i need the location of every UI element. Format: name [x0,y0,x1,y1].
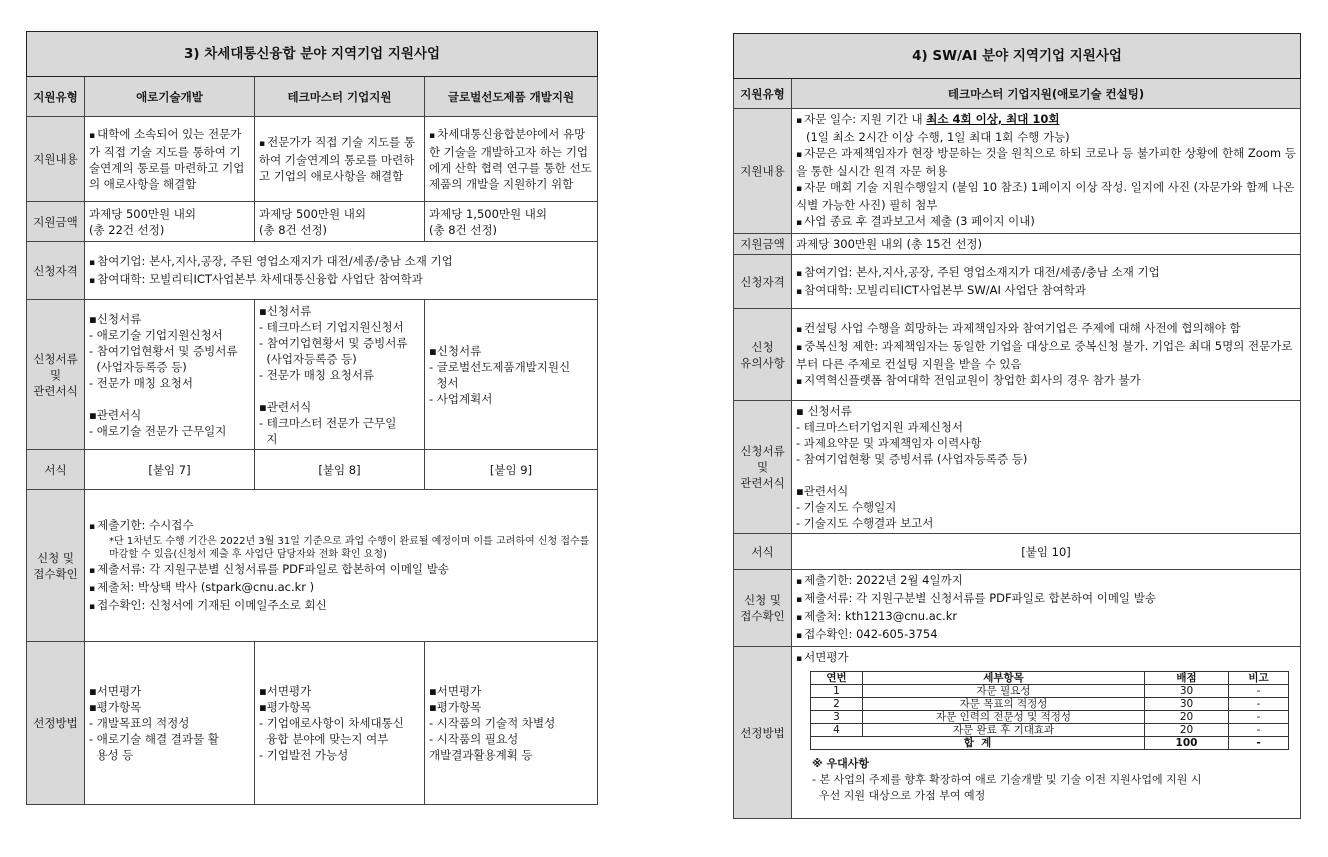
caution-item: 중복신청 제한: 과제책임자는 동일한 기업을 대상으로 중복신청 불가. 기업은 최대 5명의 전문가로부터 다른 주제로 컨설팅 지원을 받을 수 있음 [796,338,1293,371]
submission-item: 제출서류: 각 지원구분별 신청서류를 PDF파일로 합본하여 이메일 발송 [97,561,449,576]
header-techmaster-consulting: 테크마스터 기업지원(애로기술 컨설팅) [792,79,1301,109]
preference-note: - 본 사업의 주제를 향후 확장하여 애로 기술개발 및 기술 이전 지원사업에 지원 시 우선 지원 대상으로 가점 부여 예정 [812,773,1202,802]
table-total-row [811,737,1289,750]
submission-deadline: 제출기한: 수시접수 [97,517,194,532]
eval-total-label: 합 계 [811,737,1145,750]
label-selection: 선정방법 [734,647,792,819]
header-bottleneck-tech: 애로기술개발 [85,77,255,117]
label-qualification: 신청자격 [734,255,792,309]
eval-header-note: 비고 [1229,672,1289,685]
table-row [811,724,1289,737]
eval-no: 2 [811,698,863,711]
eval-note: - [1229,724,1289,737]
content-line2: 자문은 과제책임자가 현장 방문하는 것을 원칙으로 하되 코로나 등 불가피한 상황에 한해 Zoom 등을 통한 실시간 원격 자문 허용 [796,146,1296,178]
selection-intro: 서면평가 [804,650,849,664]
submission-cell [792,570,1301,647]
submission-item: 제출기한: 2022년 2월 4일까지 [804,573,963,587]
content-line1-prefix: 자문 일수: 지원 기간 내 [804,112,927,126]
eval-no: 4 [811,724,863,737]
selection-cell [792,647,1301,819]
content-text: 차세대통신융합분야에서 유망한 기술을 개발하고자 하는 기업에게 산학 협력 연구를 통한 선도제품의 개발을 지원하기 위함 [429,127,592,191]
submission-item: 접수확인: 042-605-3754 [804,627,938,641]
header-support-type: 지원유형 [27,77,85,117]
submission-item: 제출처: kth1213@cnu.ac.kr [804,609,958,623]
eval-total-score: 100 [1145,737,1229,750]
selection-cell: ▪서면평가 ▪평가항목 - 시작품의 기술적 차별성 - 시작품의 필요성 개발결과활용계획 등 [425,642,598,805]
table-row [811,685,1289,698]
qualification-item: 참여기업: 본사,지사,공장, 주된 영업소재지가 대전/세종/충남 소재 기업 [804,264,1160,279]
label-content: 지원내용 [27,117,85,202]
label-qualification: 신청자격 [27,242,85,300]
evaluation-table [810,671,1289,750]
submission-cell [85,490,598,642]
header-global-product: 글로벌선도제품 개발지원 [425,77,598,117]
content-line1-sub: (1일 최소 2시간 이상 수행, 1일 최대 1회 수행 가능) [806,130,1070,144]
right-table-title: 4) SW/AI 분야 지역기업 지원사업 [734,34,1301,79]
submission-item: 제출처: 박상택 박사 (stpark@cnu.ac.kr ) [97,579,315,594]
form-ref: [붙임 8] [255,450,425,490]
qualification-item: 참여기업: 본사,지사,공장, 주된 영업소재지가 대전/세종/충남 소재 기업 [97,253,453,268]
label-amount: 지원금액 [734,234,792,255]
eval-score: 20 [1145,711,1229,724]
qualification-cell [85,242,598,300]
preference-title: ※ 우대사항 [812,757,870,770]
amount-cell: 과제당 1,500만원 내외 (총 8건 선정) [425,202,598,242]
amount-cell: 과제당 300만원 내외 (총 15건 선정) [792,234,1301,255]
eval-item: 자문 인력의 전문성 및 적정성 [863,711,1145,724]
content-text: 대학에 소속되어 있는 전문가가 직접 기술 지도를 통하여 기술연계의 통로를 마련하고 기업의 애로사항을 해결함 [89,127,245,191]
amount-cell: 과제당 500만원 내외 (총 22건 선정) [85,202,255,242]
documents-cell: ▪신청서류 - 애로기술 기업지원신청서 - 참여기업현황서 및 증빙서류 (사업자등록증 등) - 전문가 매칭 요청서 ▪관련서식 - 애로기술 전문가 근무일지 [85,300,255,450]
caution-item: 컨설팅 사업 수행을 희망하는 과제책임자와 참여기업은 주제에 대해 사전에 협의해야 함 [804,320,1241,335]
content-line4: 사업 종료 후 결과보고서 제출 (3 페이지 이내) [804,214,1035,228]
table-row [811,711,1289,724]
eval-score: 30 [1145,685,1229,698]
label-amount: 지원금액 [27,202,85,242]
submission-item: 제출서류: 각 지원구분별 신청서류를 PDF파일로 합본하여 이메일 발송 [804,591,1156,605]
header-techmaster: 테크마스터 기업지원 [255,77,425,117]
label-documents: 신청서류 및 관련서식 [27,300,85,450]
eval-item: 자문 목표의 적정성 [863,698,1145,711]
documents-cell: ▪신청서류 - 테크마스터 기업지원신청서 - 참여기업현황서 및 증빙서류 (사업자등록증 등) - 전문가 매칭 요청서류 ▪관련서식 - 테크마스터 전문가 근무일 지 [255,300,425,450]
eval-score: 20 [1145,724,1229,737]
label-submission: 신청 및 접수확인 [734,570,792,647]
content-cell [85,117,255,202]
submission-note: *단 1차년도 수행 기간은 2022년 3월 31일 기준으로 과업 수행이 완료될 예정이며 이를 고려하여 신청 접수를 마감할 수 있음(신청서 제출 후 사업단 담당자와 전화 확인 요청) [109,535,590,560]
caution-cell [792,309,1301,401]
submission-item: 접수확인: 신청서에 기재된 이메일주소로 회신 [97,597,327,612]
content-cell [425,117,598,202]
eval-note: - [1229,711,1289,724]
label-content: 지원내용 [734,109,792,234]
eval-note: - [1229,698,1289,711]
right-support-table [733,33,1301,819]
left-support-table [26,31,598,805]
caution-item: 지역혁신플랫폼 참여대학 전임교원이 창업한 회사의 경우 참가 불가 [804,372,1141,387]
qualification-item: 참여대학: 모빌리티ICT사업본부 차세대통신융합 사업단 참여학과 [97,271,423,286]
eval-total-note: - [1229,737,1289,750]
eval-header-no: 연번 [811,672,863,685]
documents-cell: ▪ 신청서류 - 테크마스터기업지원 과제신청서 - 과제요약문 및 과제책임자 이력사항 - 참여기업현황 및 증빙서류 (사업자등록증 등) ▪관련서식 - 기술지도 수행일지 - 기술지도 수행결과 보고서 [792,401,1301,534]
form-ref: [붙임 9] [425,450,598,490]
table-row [811,698,1289,711]
label-form: 서식 [734,534,792,570]
eval-item: 자문 필요성 [863,685,1145,698]
content-cell [792,109,1301,234]
selection-cell: ▪서면평가 ▪평가항목 - 기업애로사항이 차세대통신 융합 분야에 맞는지 여부 - 기업발전 가능성 [255,642,425,805]
content-text: 전문가가 직접 기술 지도를 통하여 기술연계의 통로를 마련하고 기업의 애로사항을 해결함 [259,135,416,183]
label-form: 서식 [27,450,85,490]
eval-header-score: 배점 [1145,672,1229,685]
eval-item: 자문 완료 후 기대효과 [863,724,1145,737]
amount-cell: 과제당 500만원 내외 (총 8건 선정) [255,202,425,242]
content-cell [255,117,425,202]
eval-no: 1 [811,685,863,698]
label-documents: 신청서류 및 관련서식 [734,401,792,534]
form-ref: [붙임 7] [85,450,255,490]
label-submission: 신청 및 접수확인 [27,490,85,642]
form-ref: [붙임 10] [792,534,1301,570]
eval-no: 3 [811,711,863,724]
eval-note: - [1229,685,1289,698]
qualification-cell [792,255,1301,309]
content-line3: 자문 매회 기술 지원수행일지 (붙임 10 참조) 1페이지 이상 작성. 일지에 사진 (자문가와 함께 나온 식별 가능한 사진) 필히 첨부 [796,180,1295,212]
eval-header-item: 세부항목 [863,672,1145,685]
header-support-type: 지원유형 [734,79,792,109]
label-caution: 신청 유의사항 [734,309,792,401]
documents-cell: ▪신청서류 - 글로벌선도제품개발지원신 청서 - 사업계획서 [425,300,598,450]
left-table-title: 3) 차세대통신융합 분야 지역기업 지원사업 [27,32,598,77]
label-selection: 선정방법 [27,642,85,805]
selection-cell: ▪서면평가 ▪평가항목 - 개발목표의 적정성 - 애로기술 해결 결과물 활 용성 등 [85,642,255,805]
qualification-item: 참여대학: 모빌리티ICT사업본부 SW/AI 사업단 참여학과 [804,282,1086,297]
content-line1-emphasis: 최소 4회 이상, 최대 10회 [926,112,1060,126]
eval-score: 30 [1145,698,1229,711]
